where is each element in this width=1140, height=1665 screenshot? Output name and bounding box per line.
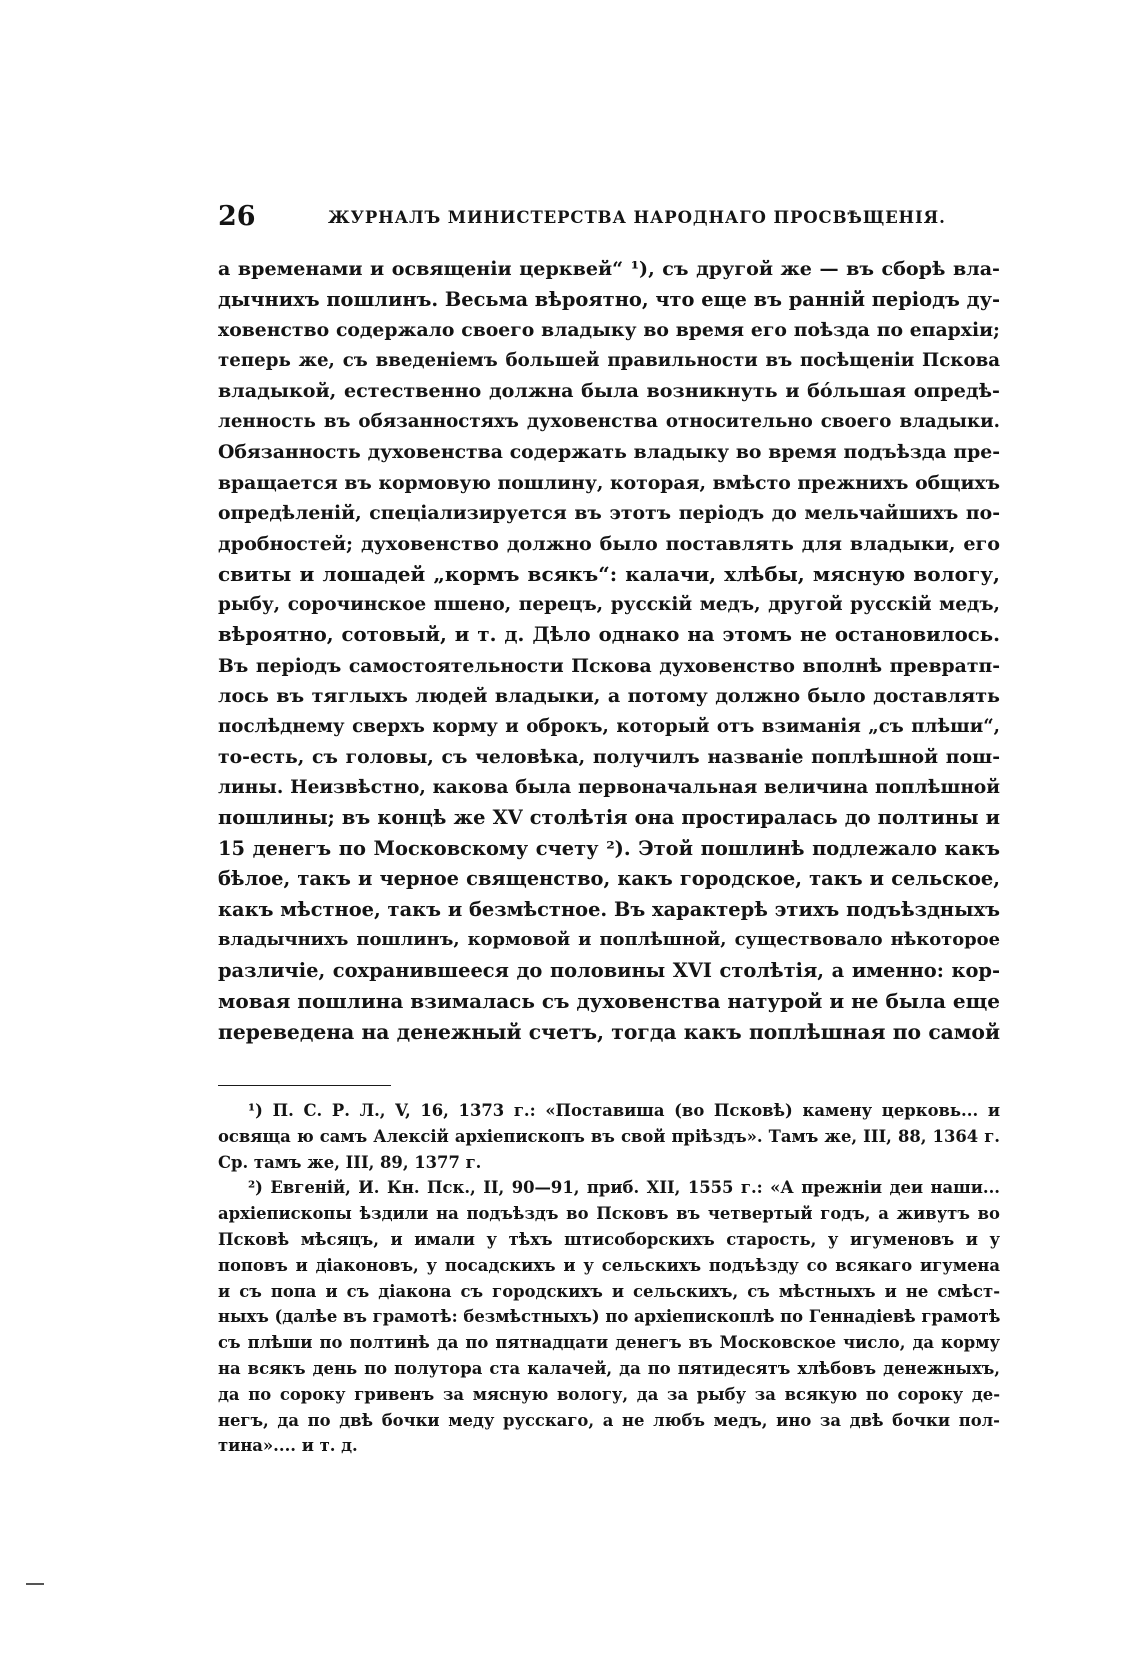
footnote-line: съ плѣши по полтинѣ да по пятнадцати денегъ въ Московское число, да корму [218, 1333, 1000, 1353]
body-line: ленность въ обязанностяхъ духовенства относительно своего владыки. [218, 410, 1000, 432]
body-line: свиты и лошадей „кормъ всякъ“: калачи, хлѣбы, мясную вологу, [218, 562, 1000, 586]
page-number: 26 [218, 201, 256, 232]
footnote-line: тина».... и т. д. [218, 1436, 358, 1456]
body-line: мовая пошлина взималась съ духовенства натурой и не была еще [218, 989, 1000, 1013]
footnote-line: негъ, да по двѣ бочки меду русскаго, а не любъ медъ, ино за двѣ бочки пол- [218, 1410, 1000, 1430]
body-text [218, 254, 1000, 1047]
footnote-line: освяща ю самъ Алексій архіепископъ въ свой пріѣздъ». Тамъ же, III, 88, 1364 г. [218, 1126, 1000, 1146]
page-header [218, 200, 946, 234]
footnote-line: ныхъ (далѣе въ грамотѣ: безмѣстныхъ) по архіепископлѣ по Геннадіевѣ грамотѣ [218, 1307, 1000, 1327]
footnote-line: Ср. тамъ же, III, 89, 1377 г. [218, 1152, 482, 1172]
body-line: послѣднему сверхъ корму и оброкъ, который отъ взиманія „съ плѣши“, [218, 715, 1000, 737]
body-line: вѣроятно, сотовый, и т. д. Дѣло однако на этомъ не остановилось. [218, 623, 1000, 646]
body-line: владыкой, естественно должна была возникнуть и бо́льшая опредѣ- [218, 379, 1000, 402]
body-line: пошлины; въ концѣ же XV столѣтія она простиралась до полтины и [218, 806, 1000, 829]
footnote-line: архіепископы ѣздили на подъѣздъ во Псковъ въ четвертый годъ, а живутъ во [218, 1204, 1000, 1224]
body-line: рыбу, сорочинское пшено, перецъ, русскій медъ, другой русскій медъ, [218, 593, 1000, 615]
body-line: а временами и освященіи церквей“ ¹), съ другой же — въ сборѣ вла- [218, 257, 1000, 280]
footnote-line: на всякъ день по полутора ста калачей, да по пятидесятъ хлѣбовъ денежныхъ, [218, 1358, 1000, 1378]
body-line: ховенство содержало своего владыку во время его поѣзда по епархіи; [218, 319, 1000, 341]
body-line: переведена на денежный счетъ, тогда какъ поплѣшная по самой [218, 1019, 1000, 1044]
body-line: опредѣленій, спеціализируется въ этотъ періодъ до мельчайшихъ по- [218, 502, 1000, 524]
body-line: Обязанность духовенства содержать владыку во время подъѣзда пре- [218, 441, 1000, 463]
body-line: Въ періодъ самостоятельности Пскова духовенство вполнѣ превратп- [218, 654, 1000, 677]
body-line: лины. Неизвѣстно, какова была первоначальная величина поплѣшной [218, 776, 1000, 798]
footnote-line: Псковѣ мѣсяцъ, и имали у тѣхъ штисоборскихъ старость, у игуменовъ и у [218, 1229, 1000, 1249]
body-line: бѣлое, такъ и черное священство, какъ городское, такъ и сельское, [218, 867, 1000, 890]
footnotes [218, 1098, 1000, 1459]
running-title: ЖУРНАЛЪ МИНИСТЕРСТВА НАРОДНАГО ПРОСВѢЩЕНІЯ. [328, 208, 946, 227]
margin-mark [26, 1583, 44, 1585]
body-line: 15 денегъ по Московскому счету ²). Этой пошлинѣ подлежало какъ [218, 836, 1000, 860]
body-line: теперь же, съ введеніемъ большей правильности въ посѣщеніи Пскова [218, 349, 1000, 371]
body-line: дробностей; духовенство должно было поставлять для владыки, его [218, 531, 1000, 555]
footnote-line: и съ попа и съ діакона съ городскихъ и сельскихъ, съ мѣстныхъ и не смѣст- [218, 1281, 1000, 1301]
body-line: владычнихъ пошлинъ, кормовой и поплѣшной, существовало нѣкоторое [218, 929, 1000, 950]
body-line: какъ мѣстное, такъ и безмѣстное. Въ характерѣ этихъ подъѣздныхъ [218, 897, 1000, 921]
footnote-line: ²) Евгеній, И. Кн. Пск., II, 90—91, приб. XII, 1555 г.: «А прежніи деи наши... [248, 1178, 1000, 1198]
body-line: дычнихъ пошлинъ. Весьма вѣроятно, что еще въ ранній періодъ ду- [218, 287, 1000, 311]
body-line: различіе, сохранившееся до половины XVI столѣтія, а именно: кор- [218, 958, 1000, 982]
footnote-line: поповъ и діаконовъ, у посадскихъ и у сельскихъ подъѣзду со всякаго игумена [218, 1255, 1000, 1275]
body-line: вращается въ кормовую пошлину, которая, вмѣсто прежнихъ общихъ [218, 471, 1000, 494]
footnote-divider [218, 1085, 391, 1086]
footnote-line: ¹) П. С. Р. Л., V, 16, 1373 г.: «Поставиша (во Псковѣ) камену церковь... и [248, 1101, 1000, 1120]
body-line: то-есть, съ головы, съ человѣка, получилъ названіе поплѣшной пош- [218, 746, 1000, 768]
footnote-line: да по сороку гривенъ за мясную вологу, да за рыбу за всякую по сороку де- [218, 1384, 1000, 1404]
body-line: лось въ тяглыхъ людей владыки, а потому должно было доставлять [218, 684, 1000, 707]
